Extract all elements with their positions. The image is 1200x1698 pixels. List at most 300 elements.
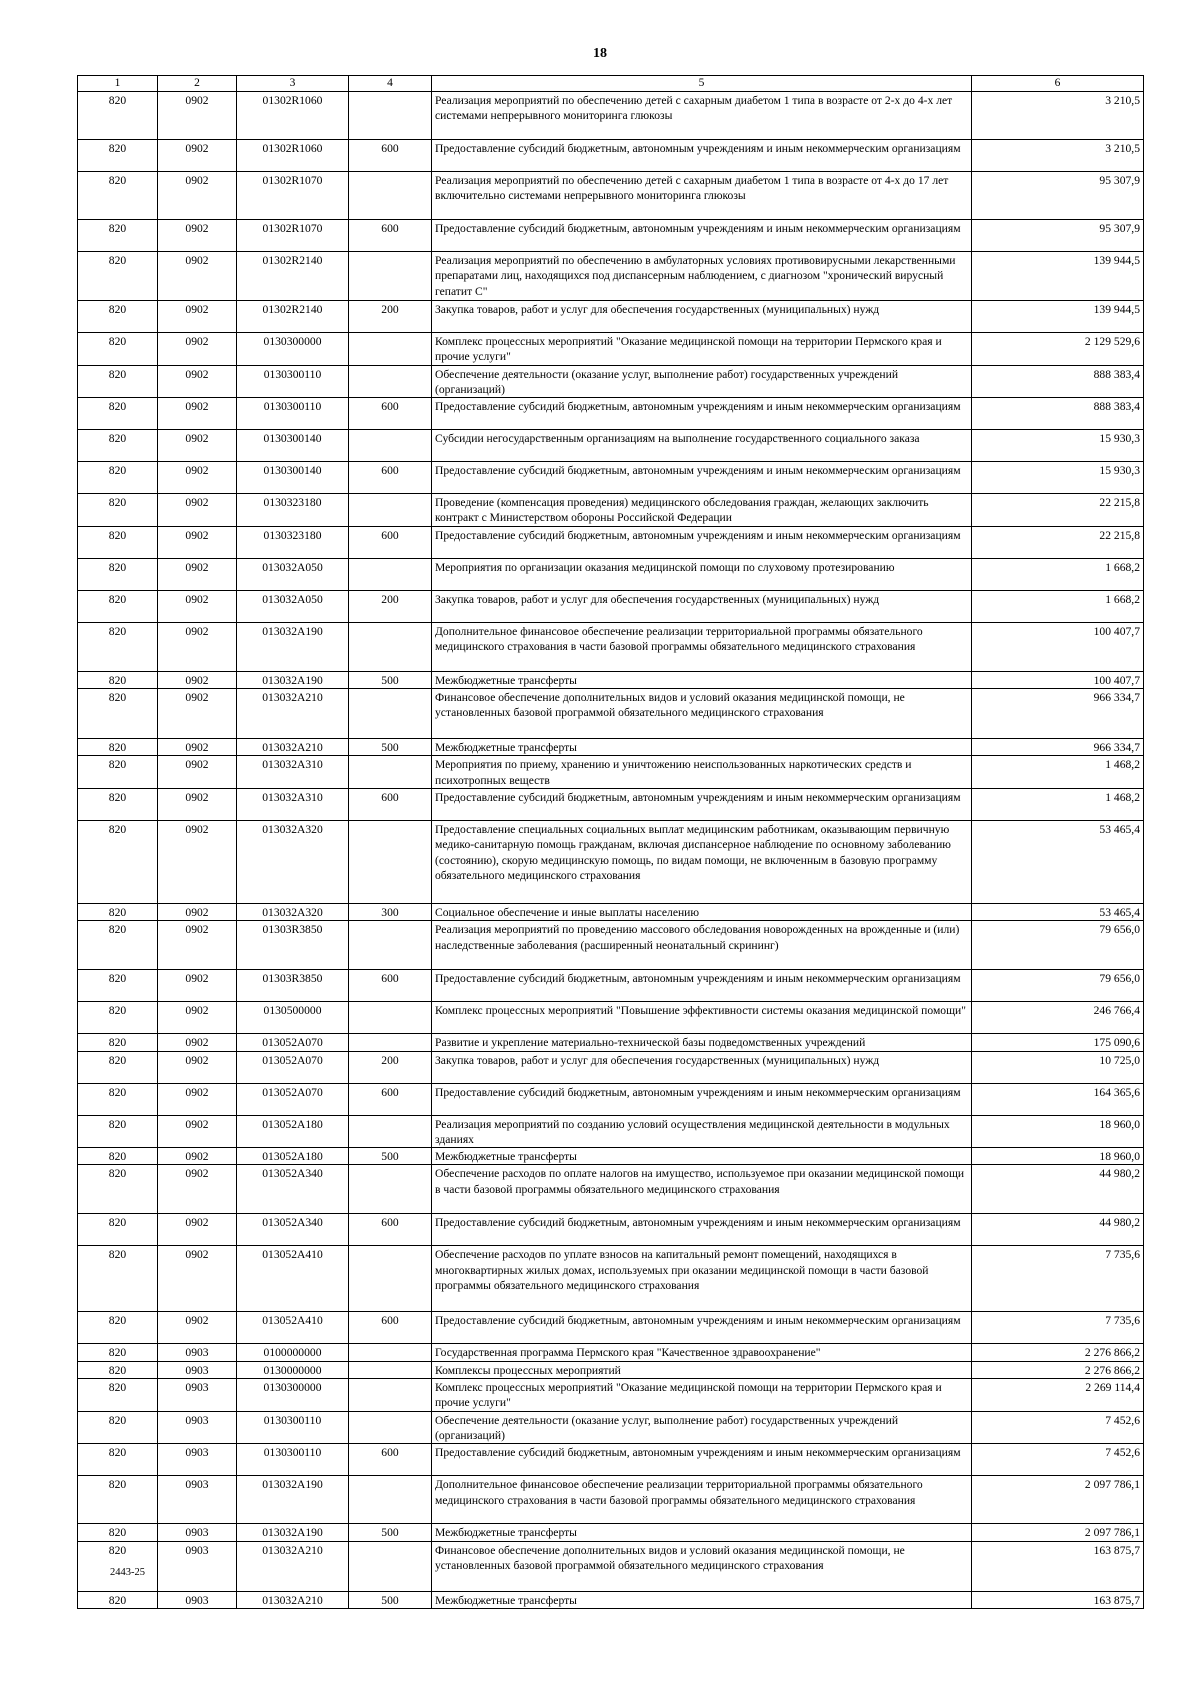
cell-target-article: 01302R2140 xyxy=(237,301,349,333)
cell-ministry-code: 820 xyxy=(78,1541,158,1591)
cell-expense-type xyxy=(349,1165,432,1214)
cell-target-article: 01302R1070 xyxy=(237,172,349,220)
cell-expense-type: 500 xyxy=(349,1591,432,1608)
cell-ministry-code: 820 xyxy=(78,1165,158,1214)
table-row xyxy=(78,1148,1144,1165)
cell-amount: 2 097 786,1 xyxy=(972,1476,1144,1524)
cell-section-code: 0902 xyxy=(158,788,237,820)
cell-description: Предоставление субсидий бюджетным, автономным учреждениям и иным некоммерческим организациям xyxy=(432,398,972,430)
cell-expense-type xyxy=(349,1411,432,1444)
cell-amount: 2 129 529,6 xyxy=(972,333,1144,366)
cell-amount: 3 210,5 xyxy=(972,92,1144,140)
cell-target-article: 013052A410 xyxy=(237,1312,349,1344)
cell-expense-type: 600 xyxy=(349,970,432,1002)
cell-section-code: 0902 xyxy=(158,671,237,688)
cell-description: Закупка товаров, работ и услуг для обеспечения государственных (муниципальных) нужд xyxy=(432,1051,972,1083)
cell-section-code: 0902 xyxy=(158,820,237,903)
cell-amount: 2 097 786,1 xyxy=(972,1524,1144,1541)
cell-section-code: 0902 xyxy=(158,689,237,739)
cell-expense-type: 500 xyxy=(349,1148,432,1165)
cell-target-article: 01302R1070 xyxy=(237,220,349,252)
cell-expense-type xyxy=(349,430,432,462)
cell-expense-type xyxy=(349,756,432,789)
cell-target-article: 013052A340 xyxy=(237,1214,349,1246)
table-row xyxy=(78,558,1144,590)
cell-amount: 1 668,2 xyxy=(972,590,1144,622)
table-row xyxy=(78,1083,1144,1115)
cell-target-article: 013032A310 xyxy=(237,788,349,820)
cell-expense-type: 600 xyxy=(349,462,432,494)
cell-amount: 7 452,6 xyxy=(972,1444,1144,1476)
cell-expense-type: 600 xyxy=(349,1444,432,1476)
cell-ministry-code: 820 xyxy=(78,172,158,220)
table-header-row xyxy=(78,76,1144,92)
cell-amount: 2 269 114,4 xyxy=(972,1379,1144,1412)
column-header-4: 4 xyxy=(349,76,432,92)
cell-ministry-code: 820 xyxy=(78,333,158,366)
table-row xyxy=(78,172,1144,220)
cell-target-article: 0130300110 xyxy=(237,398,349,430)
cell-section-code: 0902 xyxy=(158,365,237,398)
cell-section-code: 0902 xyxy=(158,333,237,366)
cell-target-article: 0100000000 xyxy=(237,1344,349,1361)
cell-expense-type: 600 xyxy=(349,1083,432,1115)
cell-amount: 163 875,7 xyxy=(972,1541,1144,1591)
cell-expense-type: 600 xyxy=(349,140,432,172)
cell-target-article: 0130300140 xyxy=(237,462,349,494)
cell-amount: 44 980,2 xyxy=(972,1214,1144,1246)
cell-ministry-code: 820 xyxy=(78,398,158,430)
cell-section-code: 0903 xyxy=(158,1344,237,1361)
table-row xyxy=(78,689,1144,739)
budget-table xyxy=(77,75,1144,1609)
cell-expense-type xyxy=(349,494,432,527)
cell-description: Предоставление специальных социальных выплат медицинским работникам, оказывающим первичную медико-санитарную помощь гражданам, включая диспансерное наблюдение по основному заболеванию (состоянию), скорую медицинскую помощь, по видам помощи, не включенным в базовую программу обязательного медицинского страхования xyxy=(432,820,972,903)
table-row xyxy=(78,820,1144,903)
cell-section-code: 0902 xyxy=(158,1165,237,1214)
table-row xyxy=(78,1051,1144,1083)
cell-target-article: 013032A210 xyxy=(237,689,349,739)
cell-expense-type: 500 xyxy=(349,739,432,756)
cell-description: Межбюджетные трансферты xyxy=(432,1524,972,1541)
cell-expense-type xyxy=(349,92,432,140)
cell-expense-type: 500 xyxy=(349,671,432,688)
cell-expense-type: 600 xyxy=(349,788,432,820)
cell-section-code: 0902 xyxy=(158,590,237,622)
table-row xyxy=(78,365,1144,398)
cell-description: Обеспечение деятельности (оказание услуг, выполнение работ) государственных учреждений (организаций) xyxy=(432,1411,972,1444)
table-row xyxy=(78,462,1144,494)
table-row xyxy=(78,1034,1144,1051)
cell-section-code: 0903 xyxy=(158,1361,237,1378)
cell-section-code: 0902 xyxy=(158,622,237,671)
table-row xyxy=(78,526,1144,558)
table-row xyxy=(78,1411,1144,1444)
table-row xyxy=(78,1361,1144,1378)
cell-ministry-code: 820 xyxy=(78,622,158,671)
cell-ministry-code: 820 xyxy=(78,1524,158,1541)
cell-description: Реализация мероприятий по проведению массового обследования новорожденных на врожденные и (или) наследственные заболевания (расширенный неонатальный скрининг) xyxy=(432,921,972,970)
table-row xyxy=(78,1312,1144,1344)
cell-target-article: 013032A210 xyxy=(237,739,349,756)
cell-description: Комплекс процессных мероприятий "Оказание медицинской помощи на территории Пермского края и прочие услуги" xyxy=(432,1379,972,1412)
cell-expense-type xyxy=(349,558,432,590)
table-row xyxy=(78,252,1144,301)
cell-description: Реализация мероприятий по обеспечению детей с сахарным диабетом 1 типа в возрасте от 4-х до 17 лет включительно системами непрерывного мониторинга глюкозы xyxy=(432,172,972,220)
cell-description: Мероприятия по приему, хранению и уничтожению неиспользованных наркотических средств и психотропных веществ xyxy=(432,756,972,789)
cell-ministry-code: 820 xyxy=(78,590,158,622)
cell-description: Финансовое обеспечение дополнительных видов и условий оказания медицинской помощи, не установленных базовой программой обязательного медицинского страхования xyxy=(432,689,972,739)
cell-section-code: 0902 xyxy=(158,903,237,920)
cell-description: Субсидии негосударственным организациям на выполнение государственного социального заказа xyxy=(432,430,972,462)
cell-section-code: 0902 xyxy=(158,398,237,430)
cell-description: Финансовое обеспечение дополнительных видов и условий оказания медицинской помощи, не установленных базовой программой обязательного медицинского страхования xyxy=(432,1541,972,1591)
table-row xyxy=(78,92,1144,140)
cell-description: Предоставление субсидий бюджетным, автономным учреждениям и иным некоммерческим организациям xyxy=(432,1444,972,1476)
cell-ministry-code: 820 xyxy=(78,1148,158,1165)
table-body xyxy=(78,92,1144,1609)
cell-ministry-code: 820 xyxy=(78,430,158,462)
table-row xyxy=(78,671,1144,688)
cell-target-article: 013052A070 xyxy=(237,1083,349,1115)
cell-target-article: 0130300000 xyxy=(237,1379,349,1412)
table-row xyxy=(78,1165,1144,1214)
cell-description: Мероприятия по организации оказания медицинской помощи по слуховому протезированию xyxy=(432,558,972,590)
table-row xyxy=(78,1246,1144,1312)
cell-section-code: 0902 xyxy=(158,1083,237,1115)
column-header-3: 3 xyxy=(237,76,349,92)
cell-target-article: 013032A320 xyxy=(237,820,349,903)
cell-amount: 888 383,4 xyxy=(972,365,1144,398)
cell-section-code: 0902 xyxy=(158,526,237,558)
cell-expense-type xyxy=(349,1361,432,1378)
cell-description: Предоставление субсидий бюджетным, автономным учреждениям и иным некоммерческим организациям xyxy=(432,140,972,172)
cell-amount: 139 944,5 xyxy=(972,301,1144,333)
cell-target-article: 01303R3850 xyxy=(237,970,349,1002)
cell-amount: 95 307,9 xyxy=(972,172,1144,220)
table-row xyxy=(78,1524,1144,1541)
cell-amount: 53 465,4 xyxy=(972,820,1144,903)
cell-ministry-code: 820 xyxy=(78,1115,158,1148)
cell-section-code: 0902 xyxy=(158,140,237,172)
cell-amount: 1 468,2 xyxy=(972,788,1144,820)
cell-amount: 22 215,8 xyxy=(972,526,1144,558)
cell-target-article: 0130300140 xyxy=(237,430,349,462)
cell-amount: 2 276 866,2 xyxy=(972,1361,1144,1378)
cell-description: Предоставление субсидий бюджетным, автономным учреждениям и иным некоммерческим организациям xyxy=(432,526,972,558)
cell-target-article: 0130323180 xyxy=(237,494,349,527)
cell-description: Реализация мероприятий по созданию условий осуществления медицинской деятельности в модульных зданиях xyxy=(432,1115,972,1148)
cell-expense-type: 600 xyxy=(349,526,432,558)
cell-ministry-code: 820 xyxy=(78,671,158,688)
cell-ministry-code: 820 xyxy=(78,558,158,590)
cell-target-article: 013052A180 xyxy=(237,1115,349,1148)
cell-description: Проведение (компенсация проведения) медицинского обследования граждан, желающих заключить контракт с Министерством обороны Российской Федерации xyxy=(432,494,972,527)
cell-target-article: 013052A070 xyxy=(237,1034,349,1051)
cell-ministry-code: 820 xyxy=(78,1051,158,1083)
cell-amount: 2 276 866,2 xyxy=(972,1344,1144,1361)
cell-ministry-code: 820 xyxy=(78,970,158,1002)
cell-amount: 15 930,3 xyxy=(972,430,1144,462)
column-header-6: 6 xyxy=(972,76,1144,92)
cell-amount: 7 735,6 xyxy=(972,1246,1144,1312)
cell-target-article: 013032A050 xyxy=(237,558,349,590)
cell-target-article: 0130300110 xyxy=(237,1411,349,1444)
cell-ministry-code: 820 xyxy=(78,494,158,527)
cell-section-code: 0902 xyxy=(158,921,237,970)
cell-expense-type xyxy=(349,252,432,301)
cell-section-code: 0902 xyxy=(158,92,237,140)
column-header-1: 1 xyxy=(78,76,158,92)
table-row xyxy=(78,430,1144,462)
table-row xyxy=(78,1002,1144,1034)
table-row xyxy=(78,1214,1144,1246)
cell-expense-type: 300 xyxy=(349,903,432,920)
cell-section-code: 0902 xyxy=(158,220,237,252)
cell-ministry-code: 820 xyxy=(78,140,158,172)
cell-target-article: 0130300110 xyxy=(237,1444,349,1476)
cell-description: Предоставление субсидий бюджетным, автономным учреждениям и иным некоммерческим организациям xyxy=(432,220,972,252)
table-row xyxy=(78,739,1144,756)
cell-ministry-code: 820 xyxy=(78,820,158,903)
cell-description: Комплекс процессных мероприятий "Повышение эффективности системы оказания медицинской помощи" xyxy=(432,1002,972,1034)
cell-section-code: 0903 xyxy=(158,1541,237,1591)
cell-amount: 163 875,7 xyxy=(972,1591,1144,1608)
cell-expense-type xyxy=(349,1379,432,1412)
table-row xyxy=(78,1379,1144,1412)
cell-ministry-code: 820 xyxy=(78,921,158,970)
cell-amount: 7 735,6 xyxy=(972,1312,1144,1344)
table-row xyxy=(78,1591,1144,1608)
cell-description: Межбюджетные трансферты xyxy=(432,671,972,688)
cell-ministry-code: 820 xyxy=(78,1246,158,1312)
cell-expense-type xyxy=(349,689,432,739)
cell-amount: 7 452,6 xyxy=(972,1411,1144,1444)
cell-description: Обеспечение деятельности (оказание услуг, выполнение работ) государственных учреждений (организаций) xyxy=(432,365,972,398)
cell-amount: 100 407,7 xyxy=(972,622,1144,671)
cell-amount: 79 656,0 xyxy=(972,921,1144,970)
cell-ministry-code: 820 xyxy=(78,788,158,820)
table-row xyxy=(78,301,1144,333)
cell-target-article: 013052A340 xyxy=(237,1165,349,1214)
cell-description: Предоставление субсидий бюджетным, автономным учреждениям и иным некоммерческим организациям xyxy=(432,788,972,820)
cell-target-article: 0130000000 xyxy=(237,1361,349,1378)
cell-expense-type xyxy=(349,365,432,398)
cell-description: Комплексы процессных мероприятий xyxy=(432,1361,972,1378)
cell-description: Межбюджетные трансферты xyxy=(432,1148,972,1165)
cell-amount: 164 365,6 xyxy=(972,1083,1144,1115)
cell-amount: 18 960,0 xyxy=(972,1115,1144,1148)
cell-amount: 10 725,0 xyxy=(972,1051,1144,1083)
cell-target-article: 013052A410 xyxy=(237,1246,349,1312)
cell-section-code: 0902 xyxy=(158,970,237,1002)
cell-amount: 44 980,2 xyxy=(972,1165,1144,1214)
cell-ministry-code: 820 xyxy=(78,1312,158,1344)
cell-description: Предоставление субсидий бюджетным, автономным учреждениям и иным некоммерческим организациям xyxy=(432,970,972,1002)
cell-ministry-code: 820 xyxy=(78,1591,158,1608)
table-row xyxy=(78,788,1144,820)
cell-target-article: 013032A210 xyxy=(237,1541,349,1591)
cell-target-article: 0130323180 xyxy=(237,526,349,558)
cell-expense-type xyxy=(349,1115,432,1148)
cell-ministry-code: 820 xyxy=(78,92,158,140)
cell-target-article: 0130300000 xyxy=(237,333,349,366)
cell-section-code: 0902 xyxy=(158,494,237,527)
cell-expense-type xyxy=(349,1246,432,1312)
cell-ministry-code: 820 xyxy=(78,462,158,494)
cell-description: Предоставление субсидий бюджетным, автономным учреждениям и иным некоммерческим организациям xyxy=(432,1312,972,1344)
cell-expense-type xyxy=(349,622,432,671)
cell-target-article: 013032A320 xyxy=(237,903,349,920)
cell-description: Дополнительное финансовое обеспечение реализации территориальной программы обязательного медицинского страхования в части базовой программы обязательного медицинского страхования xyxy=(432,1476,972,1524)
cell-ministry-code: 820 xyxy=(78,301,158,333)
cell-section-code: 0902 xyxy=(158,558,237,590)
cell-expense-type xyxy=(349,921,432,970)
cell-ministry-code: 820 xyxy=(78,903,158,920)
cell-description: Межбюджетные трансферты xyxy=(432,1591,972,1608)
cell-amount: 3 210,5 xyxy=(972,140,1144,172)
cell-description: Обеспечение расходов по оплате налогов на имущество, используемое при оказании медицинской помощи в части базовой программы обязательного медицинского страхования xyxy=(432,1165,972,1214)
table-row xyxy=(78,333,1144,366)
cell-target-article: 0130500000 xyxy=(237,1002,349,1034)
cell-target-article: 013032A190 xyxy=(237,1524,349,1541)
cell-ministry-code: 820 xyxy=(78,1002,158,1034)
table-row xyxy=(78,756,1144,789)
cell-amount: 966 334,7 xyxy=(972,739,1144,756)
cell-description: Закупка товаров, работ и услуг для обеспечения государственных (муниципальных) нужд xyxy=(432,301,972,333)
cell-section-code: 0902 xyxy=(158,462,237,494)
cell-description: Развитие и укрепление материально-технической базы подведомственных учреждений xyxy=(432,1034,972,1051)
cell-section-code: 0902 xyxy=(158,430,237,462)
cell-expense-type xyxy=(349,172,432,220)
table-row xyxy=(78,1344,1144,1361)
cell-section-code: 0902 xyxy=(158,739,237,756)
cell-amount: 18 960,0 xyxy=(972,1148,1144,1165)
cell-amount: 22 215,8 xyxy=(972,494,1144,527)
cell-target-article: 013032A190 xyxy=(237,622,349,671)
cell-expense-type: 600 xyxy=(349,398,432,430)
cell-amount: 95 307,9 xyxy=(972,220,1144,252)
table-row xyxy=(78,1444,1144,1476)
cell-target-article: 01303R3850 xyxy=(237,921,349,970)
cell-section-code: 0902 xyxy=(158,172,237,220)
cell-target-article: 013052A180 xyxy=(237,1148,349,1165)
table-row xyxy=(78,1476,1144,1524)
cell-expense-type: 200 xyxy=(349,301,432,333)
cell-expense-type: 600 xyxy=(349,1214,432,1246)
cell-ministry-code: 820 xyxy=(78,739,158,756)
cell-description: Комплекс процессных мероприятий "Оказание медицинской помощи на территории Пермского края и прочие услуги" xyxy=(432,333,972,366)
cell-description: Предоставление субсидий бюджетным, автономным учреждениям и иным некоммерческим организациям xyxy=(432,1083,972,1115)
cell-ministry-code: 820 xyxy=(78,1379,158,1412)
cell-section-code: 0903 xyxy=(158,1379,237,1412)
cell-target-article: 013052A070 xyxy=(237,1051,349,1083)
cell-section-code: 0903 xyxy=(158,1444,237,1476)
cell-expense-type xyxy=(349,820,432,903)
cell-expense-type xyxy=(349,1541,432,1591)
cell-amount: 79 656,0 xyxy=(972,970,1144,1002)
cell-description: Реализация мероприятий по обеспечению детей с сахарным диабетом 1 типа в возрасте от 2-х до 4-х лет системами непрерывного мониторинга глюкозы xyxy=(432,92,972,140)
cell-description: Предоставление субсидий бюджетным, автономным учреждениям и иным некоммерческим организациям xyxy=(432,1214,972,1246)
table-row xyxy=(78,220,1144,252)
cell-description: Дополнительное финансовое обеспечение реализации территориальной программы обязательного медицинского страхования в части базовой программы обязательного медицинского страхования xyxy=(432,622,972,671)
cell-expense-type: 200 xyxy=(349,1051,432,1083)
cell-target-article: 01302R1060 xyxy=(237,92,349,140)
cell-ministry-code: 820 xyxy=(78,1083,158,1115)
cell-ministry-code: 820 xyxy=(78,1034,158,1051)
table-row xyxy=(78,1115,1144,1148)
cell-amount: 246 766,4 xyxy=(972,1002,1144,1034)
cell-amount: 175 090,6 xyxy=(972,1034,1144,1051)
cell-target-article: 013032A190 xyxy=(237,671,349,688)
cell-target-article: 013032A210 xyxy=(237,1591,349,1608)
table-row xyxy=(78,590,1144,622)
table-row xyxy=(78,622,1144,671)
cell-target-article: 01302R2140 xyxy=(237,252,349,301)
cell-amount: 15 930,3 xyxy=(972,462,1144,494)
column-header-2: 2 xyxy=(158,76,237,92)
cell-section-code: 0902 xyxy=(158,1148,237,1165)
cell-ministry-code: 820 xyxy=(78,1361,158,1378)
cell-target-article: 013032A310 xyxy=(237,756,349,789)
cell-amount: 888 383,4 xyxy=(972,398,1144,430)
cell-section-code: 0903 xyxy=(158,1591,237,1608)
cell-section-code: 0902 xyxy=(158,1034,237,1051)
cell-ministry-code: 820 xyxy=(78,1444,158,1476)
cell-expense-type xyxy=(349,1034,432,1051)
cell-section-code: 0903 xyxy=(158,1411,237,1444)
cell-ministry-code: 820 xyxy=(78,1344,158,1361)
cell-ministry-code: 820 xyxy=(78,252,158,301)
cell-description: Реализация мероприятий по обеспечению в амбулаторных условиях противовирусными лекарственными препаратами лиц, находящихся под диспансерным наблюдением, с диагнозом "хронический вирусный гепатит С" xyxy=(432,252,972,301)
cell-expense-type xyxy=(349,1476,432,1524)
table-row xyxy=(78,1541,1144,1591)
cell-ministry-code: 820 xyxy=(78,1214,158,1246)
cell-target-article: 0130300110 xyxy=(237,365,349,398)
cell-description: Закупка товаров, работ и услуг для обеспечения государственных (муниципальных) нужд xyxy=(432,590,972,622)
cell-ministry-code: 820 xyxy=(78,220,158,252)
cell-expense-type: 200 xyxy=(349,590,432,622)
document-code: 2443-25 xyxy=(110,1567,145,1578)
cell-section-code: 0902 xyxy=(158,1051,237,1083)
cell-description: Государственная программа Пермского края "Качественное здравоохранение" xyxy=(432,1344,972,1361)
cell-section-code: 0902 xyxy=(158,756,237,789)
cell-section-code: 0902 xyxy=(158,1246,237,1312)
cell-amount: 966 334,7 xyxy=(972,689,1144,739)
cell-expense-type xyxy=(349,333,432,366)
cell-amount: 100 407,7 xyxy=(972,671,1144,688)
cell-ministry-code: 820 xyxy=(78,365,158,398)
cell-amount: 53 465,4 xyxy=(972,903,1144,920)
cell-amount: 1 668,2 xyxy=(972,558,1144,590)
cell-description: Социальное обеспечение и иные выплаты населению xyxy=(432,903,972,920)
cell-expense-type xyxy=(349,1344,432,1361)
cell-target-article: 013032A050 xyxy=(237,590,349,622)
cell-target-article: 01302R1060 xyxy=(237,140,349,172)
cell-amount: 139 944,5 xyxy=(972,252,1144,301)
table-row xyxy=(78,140,1144,172)
cell-amount: 1 468,2 xyxy=(972,756,1144,789)
cell-section-code: 0902 xyxy=(158,1115,237,1148)
cell-section-code: 0903 xyxy=(158,1476,237,1524)
cell-section-code: 0903 xyxy=(158,1524,237,1541)
column-header-5: 5 xyxy=(432,76,972,92)
cell-expense-type: 500 xyxy=(349,1524,432,1541)
cell-ministry-code: 820 xyxy=(78,689,158,739)
cell-description: Обеспечение расходов по уплате взносов на капитальный ремонт помещений, находящихся в многоквартирных жилых домах, используемых при оказании медицинской помощи в части базовой программы обязательного медицинского страхования xyxy=(432,1246,972,1312)
cell-description: Предоставление субсидий бюджетным, автономным учреждениям и иным некоммерческим организациям xyxy=(432,462,972,494)
cell-ministry-code: 820 xyxy=(78,526,158,558)
